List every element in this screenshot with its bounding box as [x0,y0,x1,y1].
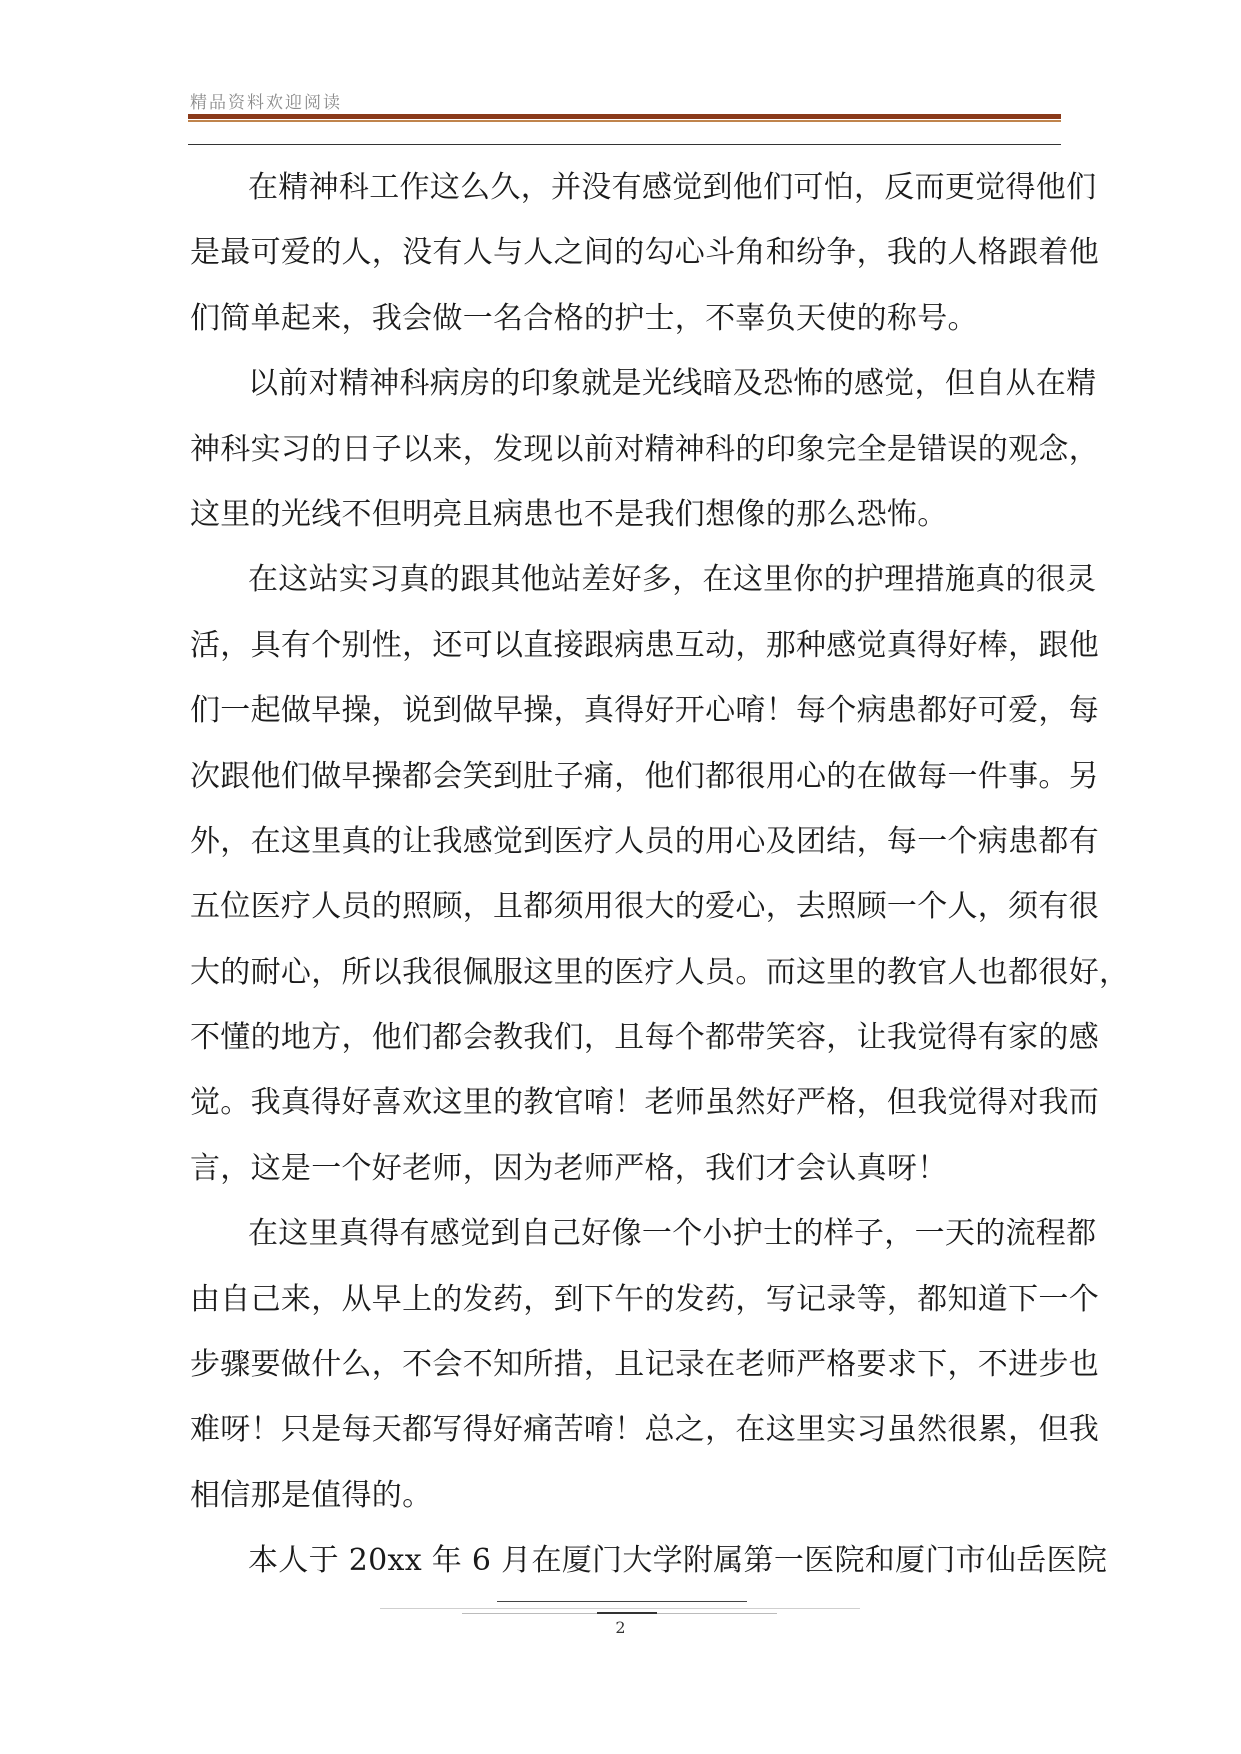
text-line: 由自己来，从早上的发药，到下午的发药，写记录等，都知道下一个 [190,1281,1099,1317]
text-line: 五位医疗人员的照顾，且都须用很大的爱心，去照顾一个人，须有很 [190,889,1099,925]
footer-rule [497,1601,747,1602]
header-rule-mid [188,120,1061,122]
text-line: 们简单起来，我会做一名合格的护士，不辜负天使的称号。 [190,300,978,336]
text-line: 言，这是一个好老师，因为老师严格，我们才会认真呀！ [190,1150,948,1186]
text-line: 外，在这里真的让我感觉到医疗人员的用心及团结，每一个病患都有 [190,823,1099,859]
footer-rule [597,1612,657,1614]
text-line: 在这里真得有感觉到自己好像一个小护士的样子，一天的流程都 [248,1216,1097,1252]
text-line: 本人于 20xx 年 6 月在厦门大学附属第一医院和厦门市仙岳医院 [248,1543,1108,1579]
text-line: 难呀！只是每天都写得好痛苦唷！总之，在这里实习虽然很累，但我 [190,1412,1099,1448]
page-number: 2 [615,1618,626,1637]
text-line: 在精神科工作这么久，并没有感觉到他们可怕，反而更觉得他们 [248,170,1097,205]
text-line: 步骤要做什么，不会不知所措，且记录在老师严格要求下，不进步也 [190,1347,1099,1383]
text-line: 相信那是值得的。 [190,1477,433,1513]
header-rule-thin [188,144,1061,145]
text-line: 大的耐心，所以我很佩服这里的医疗人员。而这里的教官人也都很好， [190,954,1130,990]
text-line: 觉。我真得好喜欢这里的教官唷！老师虽然好严格，但我觉得对我而 [190,1085,1099,1121]
page-header-title: 精品资料欢迎阅读 [190,93,342,113]
text-line: 是最可爱的人，没有人与人之间的勾心斗角和纷争，我的人格跟着他 [190,235,1099,271]
text-line: 不懂的地方，他们都会教我们，且每个都带笑容，让我觉得有家的感 [190,1020,1099,1056]
text-line: 在这站实习真的跟其他站差好多，在这里你的护理措施真的很灵 [248,562,1097,598]
text-line: 这里的光线不但明亮且病患也不是我们想像的那么恐怖。 [190,496,948,532]
text-line: 活，具有个别性，还可以直接跟病患互动，那种感觉真得好棒，跟他 [190,627,1099,663]
text-line: 次跟他们做早操都会笑到肚子痛，他们都很用心的在做每一件事。另 [190,758,1099,794]
text-line: 以前对精神科病房的印象就是光线暗及恐怖的感觉，但自从在精 [248,366,1097,402]
text-line: 神科实习的日子以来，发现以前对精神科的印象完全是错误的观念， [190,431,1099,467]
footer-rule [380,1608,860,1609]
document-body [190,155,1130,1594]
text-line: 们一起做早操，说到做早操，真得好开心唷！每个病患都好可爱，每 [190,693,1099,729]
header-rule-thick [188,114,1061,119]
